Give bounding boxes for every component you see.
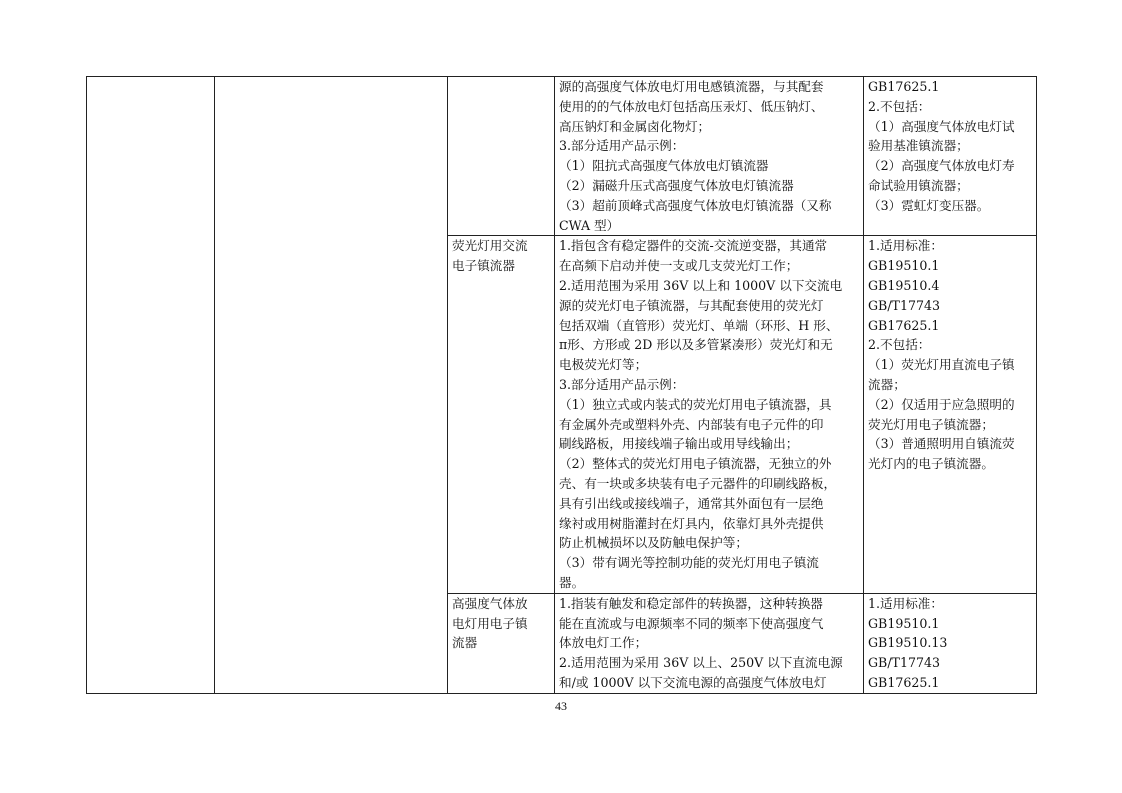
cell-text-line: GB/T17743 [868, 655, 941, 671]
cell-text-line: 具有引出线或接线端子，通常其外面包有一层绝 [559, 495, 824, 511]
cell-text-line: 荧光灯用交流 [452, 238, 528, 254]
cell-text-line: 防止机械损坏以及防触电保护等； [559, 535, 748, 551]
cell-text-line: 2.不包括： [868, 337, 931, 353]
cell-text-line: CWA 型） [559, 217, 620, 233]
cell-text-line: π形、方形或 2D 形以及多管紧凑形）荧光灯和无 [559, 337, 833, 353]
cell-text-line: （3）带有调光等控制功能的荧光灯用电子镇流 [559, 555, 819, 571]
description-cell [555, 593, 864, 693]
middle-column-cell [215, 77, 448, 694]
cell-text-line: 包括双端（直管形）荧光灯、单端（环形、H 形、 [559, 317, 839, 333]
table-row [87, 77, 1037, 236]
cell-text-line: （1）高强度气体放电灯试 [868, 118, 1015, 134]
cell-text-line: 1.指包含有稳定器件的交流-交流逆变器，其通常 [559, 238, 828, 254]
cell-text-line: （2）仅适用于应急照明的 [868, 396, 1015, 412]
cell-text-line: （3）霓虹灯变压器。 [868, 197, 990, 213]
cell-text-line: GB19510.4 [868, 277, 940, 293]
cell-text-line: 高压钠灯和金属卤化物灯； [559, 118, 711, 134]
description-cell [555, 236, 864, 593]
cell-text-line: 和/或 1000V 以下交流电源的高强度气体放电灯 [559, 674, 827, 690]
cell-text-line: GB19510.1 [868, 258, 940, 274]
cell-text-line: 3.部分适用产品示例： [559, 138, 685, 154]
cell-text-line: 体放电灯工作； [559, 635, 648, 651]
standards-cell [864, 593, 1037, 693]
cell-text-line: 壳、有一块或多块装有电子元器件的印刷线路板， [559, 475, 837, 491]
cell-text-line: 流器 [452, 635, 478, 651]
cell-text-line: （3）超前顶峰式高强度气体放电灯镇流器（又称 [559, 197, 832, 213]
cell-text-line: 2.适用范围为采用 36V 以上和 1000V 以下交流电 [559, 277, 843, 293]
cell-text-line: （1）阻抗式高强度气体放电灯镇流器 [559, 158, 769, 174]
cell-text-line: 1.指装有触发和稳定部件的转换器，这种转换器 [559, 595, 823, 611]
cell-text-line: 电极荧光灯等； [559, 357, 648, 373]
cell-text-line: 器。 [559, 574, 585, 590]
cell-text-line: GB19510.1 [868, 615, 940, 631]
standards-cell [864, 77, 1037, 236]
product-catalogue-table [86, 76, 1037, 694]
category-cell [448, 236, 555, 593]
cell-text-line: （2）漏磁升压式高强度气体放电灯镇流器 [559, 177, 794, 193]
cell-text-line: 1.适用标准： [868, 595, 943, 611]
cell-text-line: GB19510.13 [868, 635, 948, 651]
standards-cell [864, 236, 1037, 593]
cell-text-line: 命试验用镇流器； [868, 177, 969, 193]
cell-text-line: 源的高强度气体放电灯用电感镇流器，与其配套 [559, 79, 824, 94]
cell-text-line: 荧光灯用电子镇流器； [868, 416, 994, 432]
cell-text-line: GB/T17743 [868, 297, 941, 313]
cell-text-line: 验用基准镇流器； [868, 138, 969, 154]
left-column-cell [87, 77, 215, 694]
cell-text-line: 使用的的气体放电灯包括高压汞灯、低压钠灯、 [559, 98, 824, 114]
cell-text-line: 有金属外壳或塑料外壳、内部装有电子元件的印 [559, 416, 824, 432]
cell-text-line: （1）荧光灯用直流电子镇 [868, 357, 1015, 373]
cell-text-line: 源的荧光灯电子镇流器，与其配套使用的荧光灯 [559, 297, 824, 313]
cell-text-line: GB17625.1 [868, 317, 940, 333]
page-number: 43 [555, 699, 567, 713]
cell-text-line: 刷线路板，用接线端子输出或用导线输出； [559, 436, 799, 452]
cell-text-line: （3）普通照明用自镇流荧 [868, 436, 1015, 452]
cell-text-line: 3.部分适用产品示例： [559, 376, 685, 392]
cell-text-line: 电子镇流器 [452, 258, 515, 274]
category-cell [448, 593, 555, 693]
cell-text-line: 流器； [868, 376, 906, 392]
cell-text-line: 光灯内的电子镇流器。 [868, 456, 994, 472]
cell-text-line: （1）独立式或内装式的荧光灯用电子镇流器，具 [559, 396, 832, 412]
cell-text-line: 高强度气体放 [452, 595, 528, 611]
cell-text-line: （2）高强度气体放电灯寿 [868, 158, 1015, 174]
cell-text-line: GB17625.1 [868, 674, 940, 690]
cell-text-line: （2）整体式的荧光灯用电子镇流器，无独立的外 [559, 456, 832, 472]
cell-text-line: 缘衬或用树脂灌封在灯具内，依靠灯具外壳提供 [559, 515, 824, 531]
category-cell [448, 77, 555, 236]
cell-text-line: 2.适用范围为采用 36V 以上、250V 以下直流电源 [559, 655, 843, 671]
cell-text-line: 能在直流或与电源频率不同的频率下使高强度气 [559, 615, 824, 631]
cell-text-line: 电灯用电子镇 [452, 615, 528, 631]
cell-text-line: 1.适用标准： [868, 238, 943, 254]
cell-text-line: 2.不包括： [868, 98, 931, 114]
description-cell [555, 77, 864, 236]
cell-text-line: GB17625.1 [868, 79, 940, 94]
cell-text-line: 在高频下启动并使一支或几支荧光灯工作； [559, 258, 799, 274]
